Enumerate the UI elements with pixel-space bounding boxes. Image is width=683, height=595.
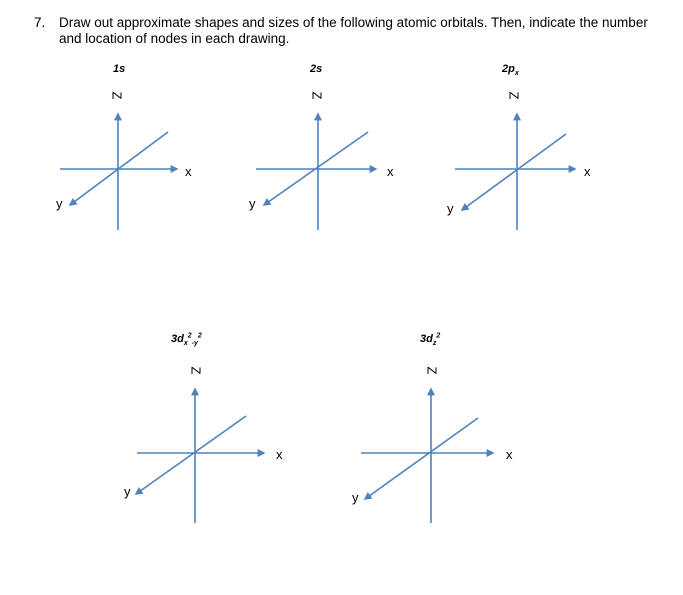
orbital-title-1s: 1s [113,63,126,75]
z-axis-label-3: Z [506,91,522,100]
z-axis-label-1: Z [109,91,125,100]
y-axis-line-4 [136,416,246,494]
x-axis-label-5: x [506,447,513,462]
y-axis-line-5 [365,418,478,499]
z-axis-label-2: Z [309,91,325,100]
orbital-title-2px: $2p_x$ [502,63,519,78]
y-axis-label-4: y [124,484,131,499]
orbital-title-2s: 2s [310,63,323,75]
x-axis-label-2: x [387,164,394,179]
y-axis-label-2: y [249,196,256,211]
question-text: Draw out approximate shapes and sizes of the following atomic orbitals. Then, indicate the number and location of nodes in each drawing. [59,15,648,46]
z-axis-label-5: Z [424,366,440,375]
orbital-title-3dx2-y2: $3d_x^2_{-y}^2$ [171,332,202,348]
x-axis-label-1: x [185,164,192,179]
y-axis-label-3: y [447,201,454,216]
x-axis-label-3: x [584,164,591,179]
z-axis-label-4: Z [188,366,204,375]
x-axis-label-4: x [276,447,283,462]
question-number: 7. [34,15,46,30]
y-axis-label-5: y [352,490,359,505]
y-axis-line-3 [462,134,566,210]
orbital-title-3dz2: $3d_z^2$ [420,332,441,348]
y-axis-label-1: y [56,196,63,211]
